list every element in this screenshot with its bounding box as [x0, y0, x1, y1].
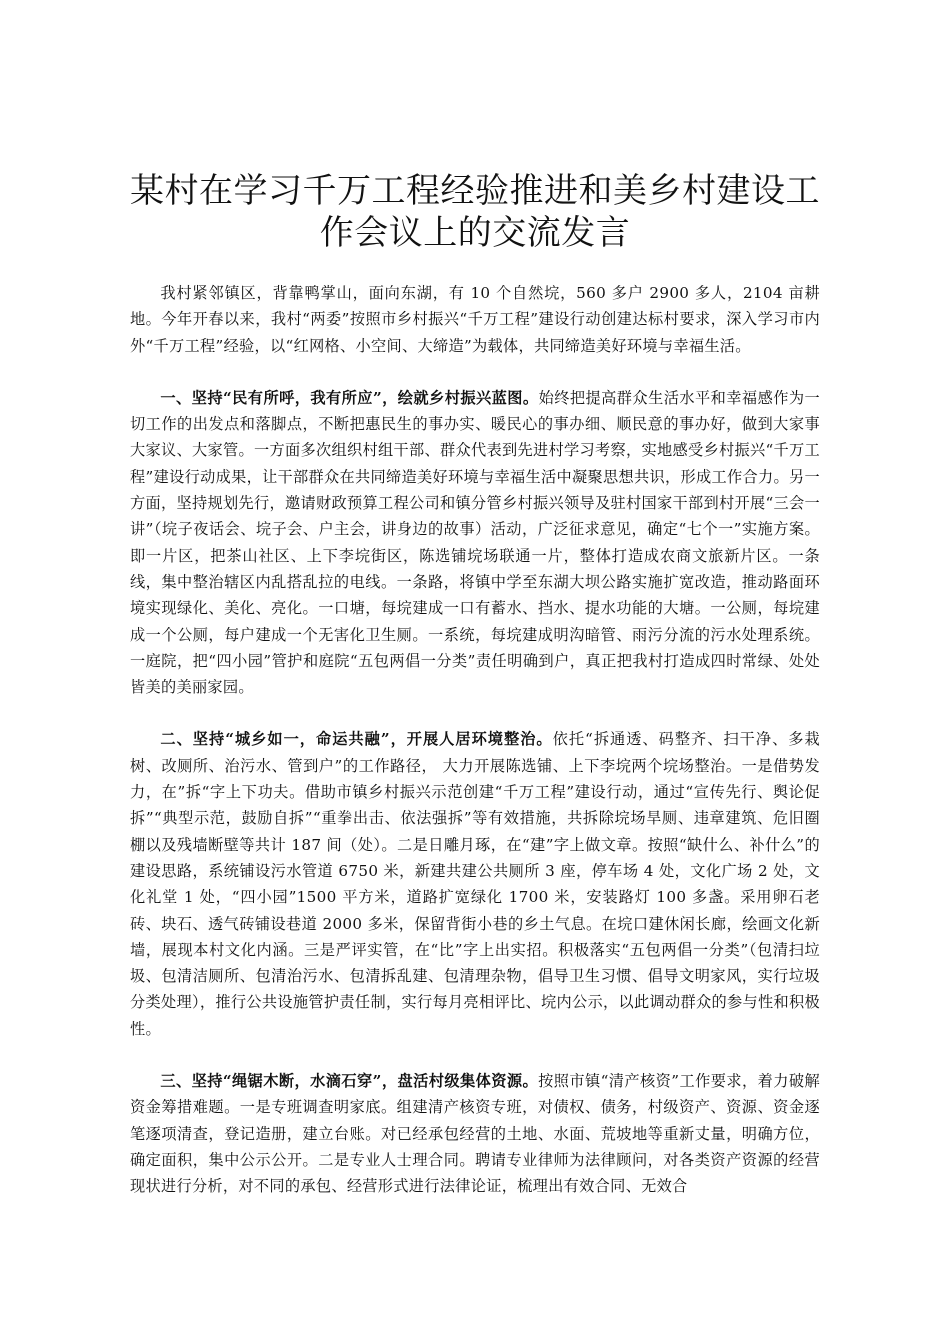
document-body: [130, 280, 820, 1200]
section-3-text: 按照市镇“清产核资”工作要求，着力破解资金筹措难题。一是专班调查明家底。组建清产核资专班，对债权、债务，村级资产、资源、资金逐笔逐项清查，登记造册，建立台账。对已经承包经营的土地、水面、荒坡地等重新丈量，明确方位，确定面积，集中公示公开。二是专业人士理合同。聘请专业律师为法律顾问，对各类资产资源的经营现状进行分析，对不同的承包、经营形式进行法律论证，梳理出有效合同、无效合: [130, 1072, 820, 1196]
intro-paragraph: 我村紧邻镇区，背靠鸭掌山，面向东湖，有 10 个自然垸，560 多户 2900 多人，2104 亩耕地。今年开春以来，我村“两委”按照市乡村振兴“千万工程”建设行动创建达标村要求，深入学习市内外“千万工程”经验，以“红网格、小空间、大缔造”为载体，共同缔造美好环境与幸福生活。: [130, 284, 820, 355]
section-3-heading: 三、坚持“绳锯木断，水滴石穿”，盘活村级集体资源。: [160, 1072, 539, 1091]
section-2-heading: 二、坚持“城乡如一，命运共融”，开展人居环境整治。: [160, 730, 553, 749]
section-1-paragraph: [130, 385, 820, 701]
section-2-text: 依托“拆通透、码整齐、扫干净、多栽树、改厕所、治污水、管到户”的工作路径， 大力开展陈选铺、上下李垸两个垸场整治。一是借势发力，在”拆“字上下功夫。借助市镇乡村振兴示范创建“千万工程”建设行动，通过“宣传先行、舆论促拆”“典型示范，鼓励自拆”“重拳出击、依法强拆”等有效措施，共拆除垸场旱厕、违章建筑、危旧圈棚以及残墙断壁等共计 187 间（处）。二是日雕月琢，在“建”字上做文章。按照“缺什么、补什么”的建设思路，系统铺设污水管道 6750 米，新建共建公共厕所 3 座，停车场 4 处，文化广场 2 处，文化礼堂 1 处，“四小园”1500 平方米，道路扩宽绿化 1700 米，安装路灯 100 多盏。采用卵石老砖、块石、透气砖铺设巷道 2000 多米，保留背街小巷的乡土气息。在垸口建休闲长廊，绘画文化新墙，展现本村文化内涵。三是严评实管，在“比”字上出实招。积极落实“五包两倡一分类”（包清扫垃圾、包清洁厕所、包清治污水、包清拆乱建、包清理杂物，倡导卫生习惯、倡导文明家风，实行垃圾分类处理），推行公共设施管护责任制，实行每月亮相评比、垸内公示，以此调动群众的参与性和积极性。: [130, 730, 820, 1038]
section-3-paragraph: [130, 1068, 820, 1199]
document-page: [130, 170, 820, 1226]
document-title: 某村在学习千万工程经验推进和美乡村建设工作会议上的交流发言: [130, 171, 820, 253]
section-1-text: 始终把提高群众生活水平和幸福感作为一切工作的出发点和落脚点，不断把惠民生的事办实、暖民心的事办细、顺民意的事办好，做到大家事大家议、大家管。一方面多次组织村组干部、群众代表到先进村学习考察，实地感受乡村振兴“千万工程”建设行动成果，让干部群众在共同缔造美好环境与幸福生活中凝聚思想共识，形成工作合力。另一方面，坚持规划先行，邀请财政预算工程公司和镇分管乡村振兴领导及驻村国家干部到村开展“三会一讲”（垸子夜话会、垸子会、户主会，讲身边的故事）活动，广泛征求意见，确定“七个一”实施方案。即一片区，把茶山社区、上下李垸街区，陈选铺垸场联通一片，整体打造成农商文旅新片区。一条线，集中整治辖区内乱搭乱拉的电线。一条路，将镇中学至东湖大坝公路实施扩宽改造，推动路面环境实现绿化、美化、亮化。一口塘，每垸建成一口有蓄水、挡水、提水功能的大塘。一公厕，每垸建成一个公厕，每户建成一个无害化卫生厕。一系统，每垸建成明沟暗管、雨污分流的污水处理系统。一庭院，把“四小园”管护和庭院“五包两倡一分类”责任明确到户，真正把我村打造成四时常绿、处处皆美的美丽家园。: [130, 388, 820, 697]
section-2-paragraph: [130, 726, 820, 1042]
section-1-heading: 一、坚持“民有所呼，我有所应”，绘就乡村振兴蓝图。: [160, 388, 539, 407]
